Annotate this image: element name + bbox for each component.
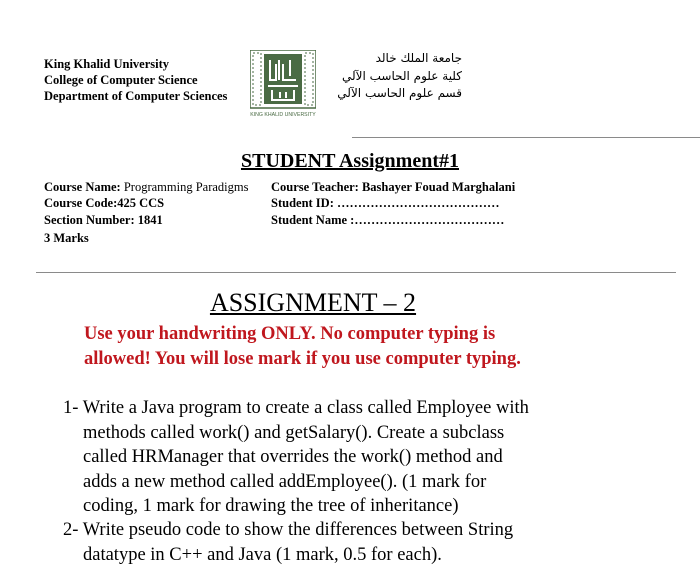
department-name-arabic: قسم علوم الحاسب الآلي <box>337 86 462 100</box>
university-header-arabic <box>322 50 462 103</box>
course-teacher-label: Course Teacher: <box>271 180 359 194</box>
course-name-value: Programming Paradigms <box>123 180 249 194</box>
warning-line: Use your handwriting ONLY. No computer typing is <box>84 324 496 344</box>
warning-line: allowed! You will lose mark if you use computer typing. <box>84 349 521 369</box>
question-line: adds a new method called addEmployee(). (1 mark for <box>83 471 487 492</box>
course-teacher-value: Bashayer Fouad Marghalani <box>361 180 516 194</box>
course-teacher <box>271 179 515 195</box>
assignment-title: STUDENT Assignment#1 <box>240 150 460 172</box>
marks: 3 Marks <box>44 231 89 245</box>
logo-caption: KING KHALID UNIVERSITY <box>250 112 316 118</box>
university-name: King Khalid University <box>44 57 170 71</box>
question-1 <box>63 396 529 519</box>
university-name-arabic: جامعة الملك خالد <box>375 51 462 65</box>
university-logo <box>250 50 316 118</box>
question-line: called HRManager that overrides the work() method and <box>83 447 503 467</box>
question-line: 2- Write pseudo code to show the differences between String <box>63 520 514 540</box>
assignment-heading: ASSIGNMENT – 2 <box>209 288 417 317</box>
header-divider <box>352 137 700 138</box>
student-id-field: Student ID: ………………………………… <box>271 196 500 210</box>
section-divider <box>36 272 676 273</box>
department-name: Department of Computer Sciences <box>44 89 228 103</box>
section-number: Section Number: 1841 <box>44 213 163 227</box>
question-line: coding, 1 mark for drawing the tree of inheritance) <box>83 496 459 516</box>
course-name-label: Course Name: <box>44 180 121 194</box>
course-name <box>44 179 248 195</box>
question-line: methods called work() and getSalary(). Create a subclass <box>83 422 505 443</box>
college-name-arabic: كلية علوم الحاسب الآلي <box>341 68 462 83</box>
question-2 <box>63 518 513 567</box>
question-line: 1- Write a Java program to create a class called Employee with <box>63 398 529 418</box>
course-code: Course Code:425 CCS <box>44 196 165 210</box>
handwriting-warning <box>84 322 521 372</box>
student-name-field: Student Name :……………………………… <box>271 213 505 227</box>
college-name: College of Computer Science <box>44 73 198 87</box>
question-line: datatype in C++ and Java (1 mark, 0.5 for each). <box>83 544 442 565</box>
university-header-english <box>44 56 227 104</box>
